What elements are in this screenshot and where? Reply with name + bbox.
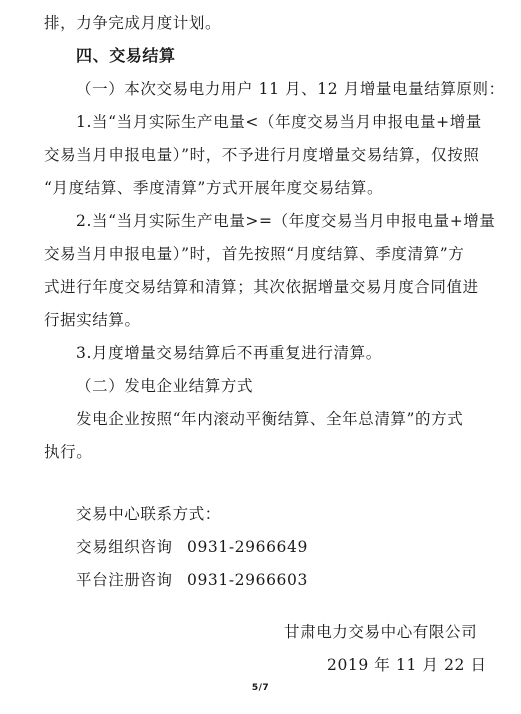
- issuer-name: 甘肃电力交易中心有限公司: [284, 623, 478, 641]
- subsection-2-body-line-1: 发电企业按照“年内滚动平衡结算、全年总清算”的方式: [76, 410, 464, 428]
- item-2-line-1: 2.当“当月实际生产电量>=（年度交易当月申报电量+增量: [76, 212, 496, 230]
- item-1-line-1: 1.当“当月实际生产电量<（年度交易当月申报电量+增量: [76, 113, 482, 131]
- item-2-line-3: 式进行年度交易结算和清算；其次依据增量交易月度合同值进: [44, 278, 479, 296]
- contact-registration-phone: 0931-2966603: [187, 571, 308, 589]
- page-number: 5/7: [251, 683, 270, 693]
- contact-registration-label: 平台注册咨询: [76, 571, 173, 589]
- subsection-2-body-line-2: 执行。: [44, 443, 93, 461]
- subsection-1-title: （一）本次交易电力用户 11 月、12 月增量电量结算原则：: [76, 80, 505, 98]
- item-2-line-2: 交易当月申报电量）”时，首先按照“月度结算、季度清算”方: [44, 245, 465, 263]
- contact-trade-org-label: 交易组织咨询: [76, 538, 173, 556]
- intro-tail: 排，力争完成月度计划。: [44, 14, 222, 32]
- contact-trade-org-phone: 0931-2966649: [187, 538, 308, 556]
- item-3: 3.月度增量交易结算后不再重复进行清算。: [76, 344, 382, 362]
- subsection-2-title: （二）发电企业结算方式: [76, 377, 254, 395]
- item-1-line-3: “月度结算、季度清算”方式开展年度交易结算。: [44, 179, 384, 197]
- item-2-line-4: 行据实结算。: [44, 311, 141, 329]
- item-1-line-2: 交易当月申报电量）”时，不予进行月度增量交易结算，仅按照: [44, 146, 480, 164]
- issue-date: 2019 年 11 月 22 日: [327, 656, 487, 674]
- section-4-title: 四、交易结算: [76, 46, 176, 65]
- contact-title: 交易中心联系方式：: [76, 505, 221, 523]
